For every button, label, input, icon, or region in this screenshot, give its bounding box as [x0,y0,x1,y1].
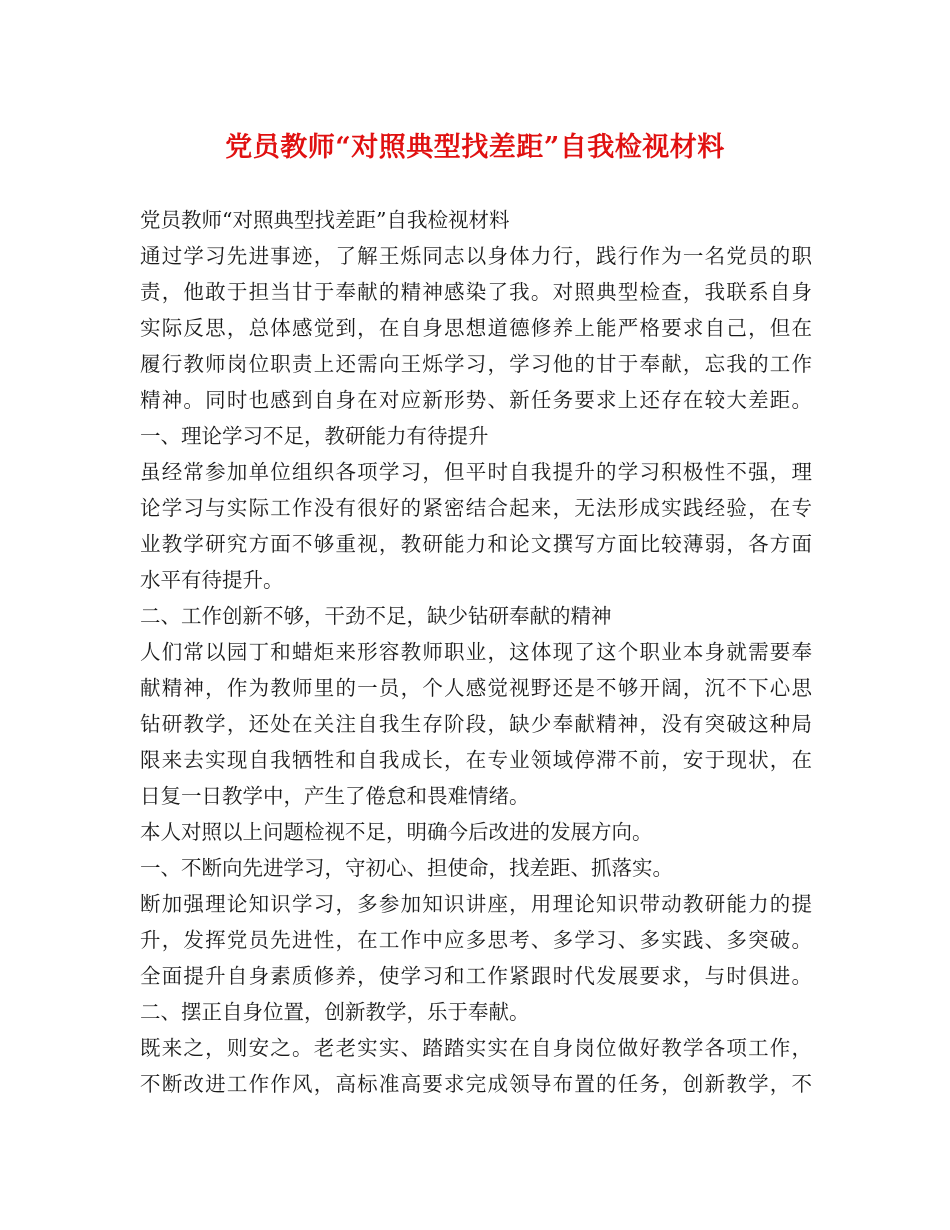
body-line: 通过学习先进事迹，了解王烁同志以身体力行，践行作为一名党员的职 [140,244,812,268]
body-line: 二、摆正自身位置，创新教学，乐于奉献。 [140,1000,530,1024]
body-line: 限来去实现自我牺牲和自我成长，在专业领域停滞不前，安于现状，在 [140,748,812,772]
body-line: 责，他敢于担当甘于奉献的精神感染了我。对照典型检查，我联系自身 [140,280,812,304]
body-line: 党员教师“对照典型找差距”自我检视材料 [140,208,510,232]
body-line: 不断改进工作作风，高标准高要求完成领导布置的任务，创新教学，不 [140,1072,812,1096]
body-line: 履行教师岗位职责上还需向王烁学习，学习他的甘于奉献，忘我的工作 [140,352,812,376]
body-line: 水平有待提升。 [140,568,284,592]
body-line: 日复一日教学中，产生了倦怠和畏难情绪。 [140,784,530,808]
body-line: 本人对照以上问题检视不足，明确今后改进的发展方向。 [140,820,653,844]
body-line: 业教学研究方面不够重视，教研能力和论文撰写方面比较薄弱，各方面 [140,532,812,556]
document-title: 党员教师“对照典型找差距”自我检视材料 [225,132,725,163]
body-line: 献精神，作为教师里的一员，个人感觉视野还是不够开阔，沉不下心思 [140,676,812,700]
body-line: 钻研教学，还处在关注自我生存阶段，缺少奉献精神，没有突破这种局 [140,712,812,736]
body-line: 人们常以园丁和蜡炬来形容教师职业，这体现了这个职业本身就需要奉 [140,640,812,664]
body-line: 全面提升自身素质修养，使学习和工作紧跟时代发展要求，与时俱进。 [140,964,812,988]
document-body [140,202,812,1102]
body-line: 一、不断向先进学习，守初心、担使命，找差距、抓落实。 [140,856,673,880]
body-line: 既来之，则安之。老老实实、踏踏实实在自身岗位做好教学各项工作， [140,1036,812,1060]
body-line: 一、理论学习不足，教研能力有待提升 [140,424,489,448]
body-line: 论学习与实际工作没有很好的紧密结合起来，无法形成实践经验，在专 [140,496,812,520]
body-line: 实际反思，总体感觉到，在自身思想道德修养上能严格要求自己，但在 [140,316,812,340]
body-line: 二、工作创新不够，干劲不足，缺少钻研奉献的精神 [140,604,612,628]
body-line: 虽经常参加单位组织各项学习，但平时自我提升的学习积极性不强，理 [140,460,812,484]
body-line: 升，发挥党员先进性，在工作中应多思考、多学习、多实践、多突破。 [140,928,812,952]
body-line: 精神。同时也感到自身在对应新形势、新任务要求上还存在较大差距。 [140,388,812,412]
body-line: 断加强理论知识学习，多参加知识讲座，用理论知识带动教研能力的提 [140,892,812,916]
